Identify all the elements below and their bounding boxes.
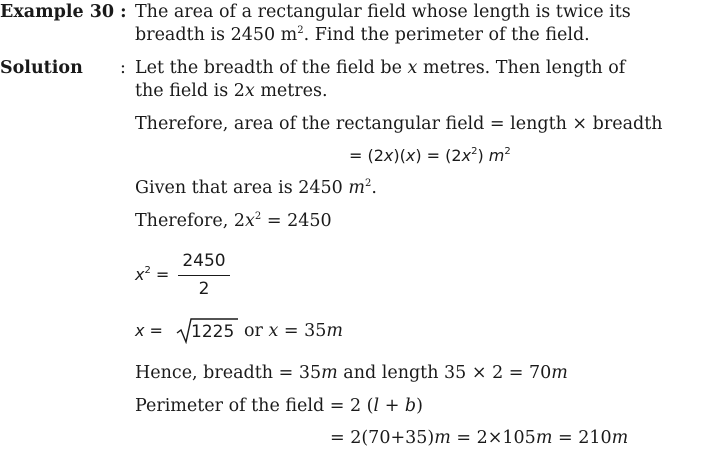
example-question-line-1: The area of a rectangular field whose length is twice its [135, 2, 631, 22]
example-question-line-2: breadth is 2450 $m^2$. Find the perimeter of the field. [135, 25, 590, 45]
solution-colon: : [120, 58, 126, 78]
area-expression: = $(2x)(x) = (2x^2)$ $m^2$ [349, 146, 511, 165]
solution-line-2: the field is 2x metres. [135, 81, 328, 101]
perimeter-formula: Perimeter of the field = 2 (l + b) [135, 396, 423, 416]
breadth-length-result: Hence, breadth = 35m and length 35 × 2 = 70m [135, 363, 568, 383]
fraction-denominator: 2 [198, 279, 210, 299]
area-statement: Therefore, area of the rectangular field = length × breadth [135, 114, 663, 134]
fraction [178, 250, 230, 300]
radicand: 1225 [191, 322, 235, 342]
perimeter-result: = 2(70+35)m = 2×105m = 210m [330, 428, 629, 448]
x-equals: x = [135, 321, 163, 340]
x-result: or x = 35m [244, 321, 344, 341]
solution-label: Solution [0, 58, 83, 78]
example-label: Example 30 : [0, 2, 127, 22]
equation-2x-squared: Therefore, $2x^2 = 2450$ [135, 211, 332, 231]
x-squared-lhs: $x^2$ = [135, 265, 170, 284]
solution-line-1: Let the breadth of the field be x metres. Then length of [135, 58, 626, 78]
given-area: Given that area is 2450 $m^2$. [135, 178, 377, 198]
fraction-numerator: 2450 [178, 250, 230, 276]
